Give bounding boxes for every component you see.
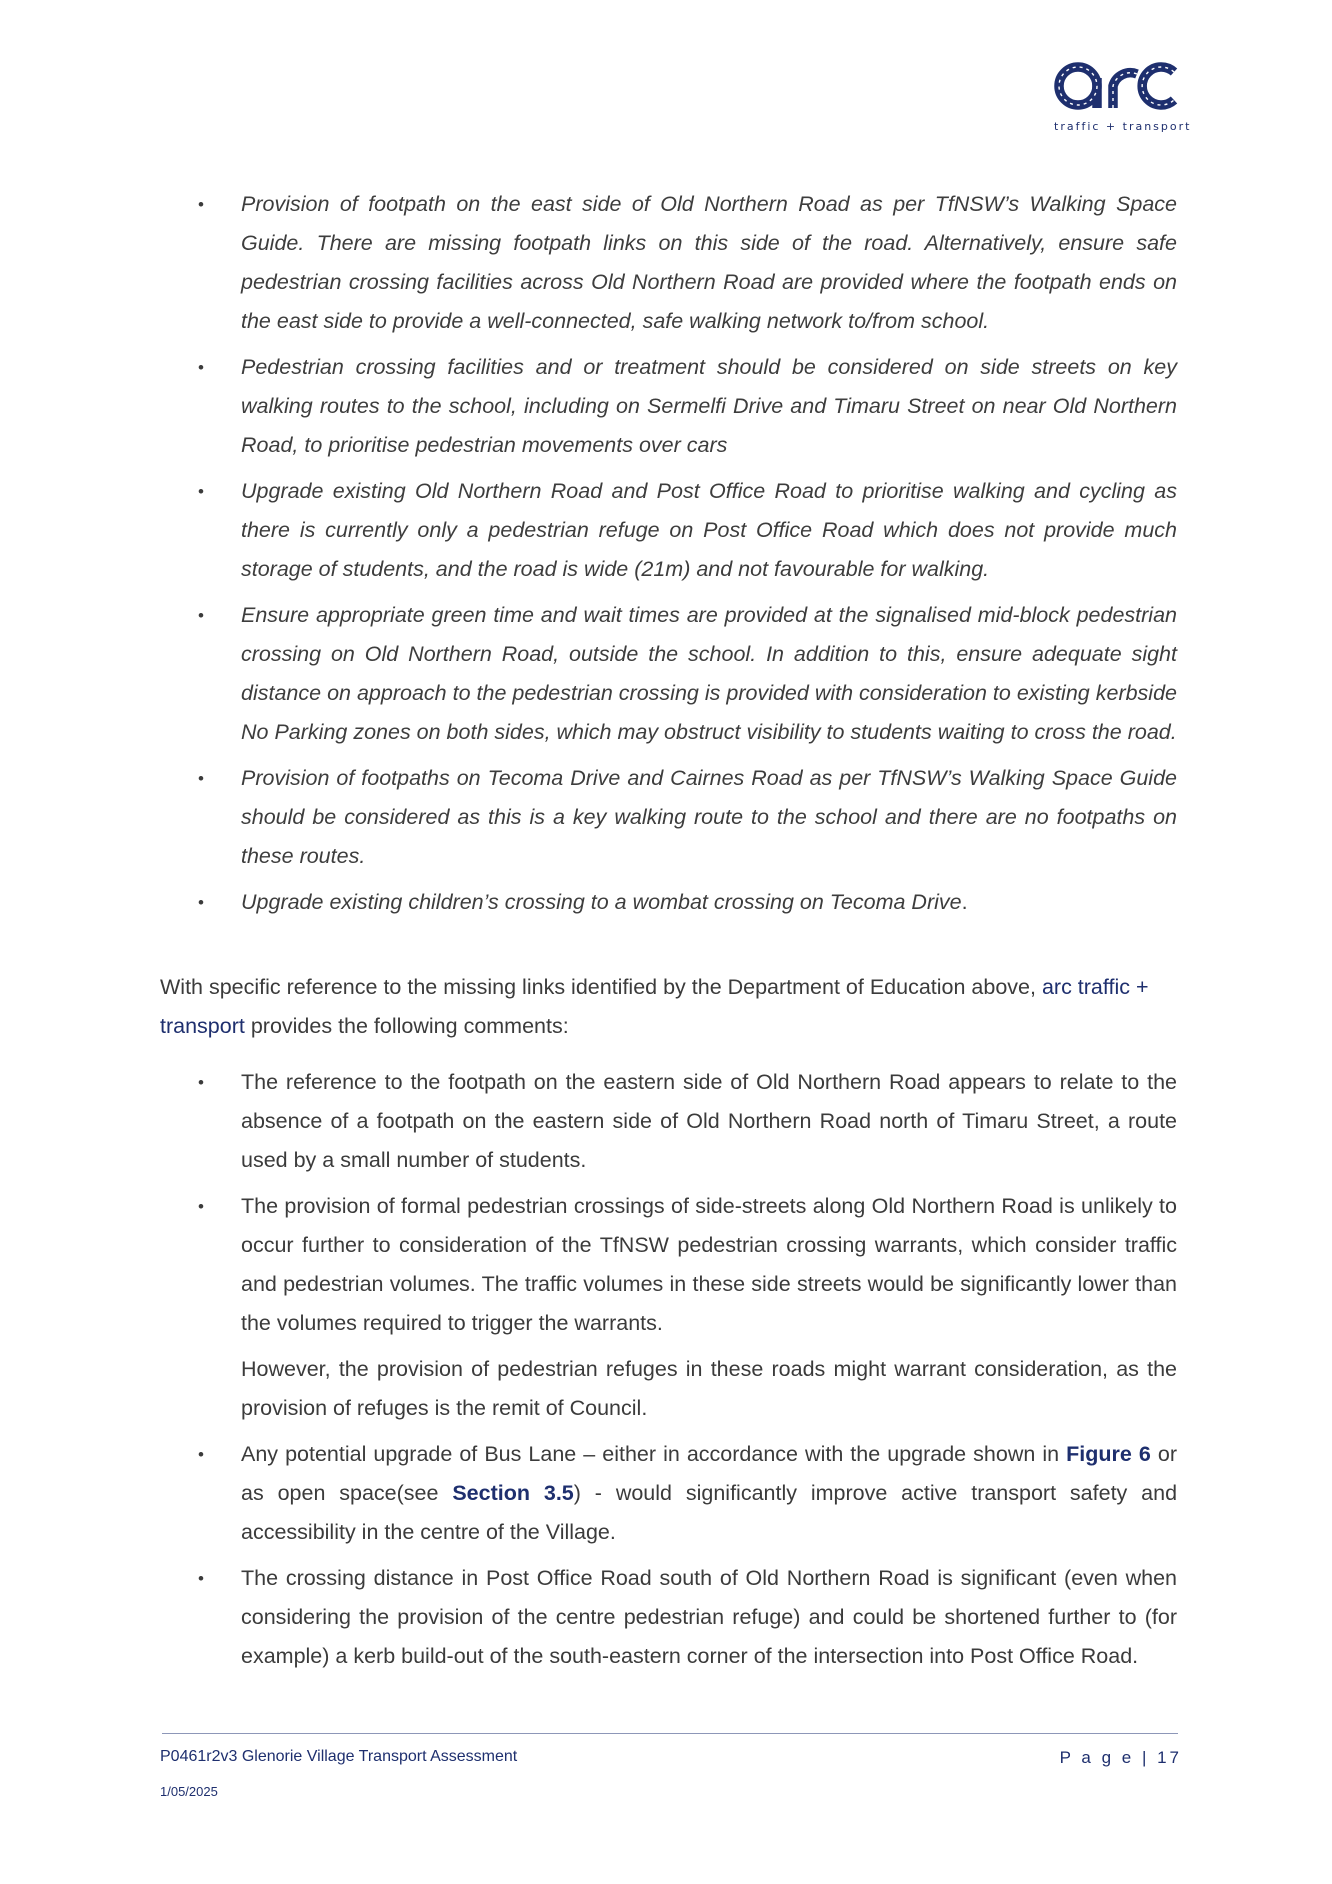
list-item: [160, 1559, 1177, 1676]
list-item: [160, 1187, 1177, 1428]
list-item: [160, 1063, 1177, 1180]
list-item: [160, 1435, 1177, 1552]
list-item: [160, 348, 1177, 465]
list-item: [160, 759, 1177, 876]
logo-wordmark-text: [1048, 58, 1049, 59]
intro-text-before: With specific reference to the missing links identified by the Department of Education above,: [160, 975, 1042, 999]
list-item-text: Upgrade existing children’s crossing to a wombat crossing on Tecoma Drive: [241, 890, 962, 914]
arc-logo-mark: [1052, 58, 1180, 116]
list-item-text: The reference to the footpath on the eastern side of Old Northern Road appears to relate to the absence of a footpath on the eastern side of Old Northern Road north of Timaru Street, a route used by a small number of students.: [241, 1070, 1177, 1172]
list-item-text: Provision of footpaths on Tecoma Drive and Cairnes Road as per TfNSW’s Walking Space Guide should be considered as this is a key walking route to the school and there are no footpaths on these routes.: [241, 766, 1177, 868]
company-name-highlight: arc traffic + transport: [160, 975, 1149, 1038]
list-item: [160, 883, 1177, 922]
logo-tagline: traffic + transport: [1054, 120, 1192, 133]
list-item-subparagraph: However, the provision of pedestrian refuges in these roads might warrant consideration, as the provision of refuges is the remit of Council.: [241, 1357, 1177, 1420]
comments-list: [160, 1063, 1177, 1683]
company-logo: [1048, 58, 1192, 140]
list-item-text: Provision of footpath on the east side of Old Northern Road as per TfNSW’s Walking Space Guide. There are missing footpath links on this side of the road. Alternatively, ensure safe pedestrian crossing facilities across Old Northern Road are provided where the footpath ends on the east side to provide a well-connected, safe walking network to/from school.: [241, 192, 1177, 333]
list-item-text: or as open space(see: [241, 1442, 1177, 1505]
footer-document-title: P0461r2v3 Glenorie Village Transport Assessment: [160, 1748, 518, 1765]
list-item-text: The crossing distance in Post Office Road south of Old Northern Road is significant (even when considering the provision of the centre pedestrian refuge) and could be shortened further to (for example) a kerb build-out of the south-eastern corner of the intersection into Post Office Road.: [241, 1566, 1177, 1668]
list-item: [160, 185, 1177, 341]
intro-paragraph: [160, 968, 1177, 1046]
list-item: [160, 472, 1177, 589]
footer-divider: [162, 1733, 1178, 1734]
list-item: [160, 596, 1177, 752]
list-item-text: Pedestrian crossing facilities and or treatment should be considered on side streets on key walking routes to the school, including on Sermelfi Drive and Timaru Street on near Old Northern Road, to prioritise pedestrian movements over cars: [241, 355, 1177, 457]
list-item-text: Any potential upgrade of Bus Lane – either in accordance with the upgrade shown in: [241, 1442, 1067, 1466]
doe-recommendations-list: [160, 185, 1177, 929]
section-3-5-reference-link[interactable]: Section 3.5: [452, 1481, 574, 1505]
list-item-text: • The provision of formal pedestrian crossings of side-streets along Old Northern Road is unlikely to occur further to consideration of the TfNSW pedestrian crossing warrants, which consider traffic and pedestrian volumes. The traffic volumes in these side streets would be significantly lower than the volumes required to trigger the warrants.: [241, 1194, 1177, 1335]
intro-text-after: provides the following comments:: [244, 1014, 569, 1038]
list-item-text: Upgrade existing Old Northern Road and Post Office Road to prioritise walking and cycling as there is currently only a pedestrian refuge on Post Office Road which does not provide much storage of students, and the road is wide (21m) and not favourable for walking.: [241, 479, 1177, 581]
list-item-suffix: .: [961, 890, 968, 914]
list-item-text: ) - would significantly improve active transport safety and accessibility in the centre of the Village.: [241, 1481, 1178, 1544]
figure-6-reference-link[interactable]: Figure 6: [1066, 1442, 1151, 1466]
footer-date: 1/05/2025: [160, 1784, 218, 1799]
page-number: P a g e | 17: [1059, 1748, 1182, 1767]
list-item-text: Ensure appropriate green time and wait times are provided at the signalised mid-block pedestrian crossing on Old Northern Road, outside the school. In addition to this, ensure adequate sight distance on approach to the pedestrian crossing is provided with consideration to existing kerbside No Parking zones on both sides, which may obstruct visibility to students waiting to cross the road.: [241, 603, 1177, 744]
